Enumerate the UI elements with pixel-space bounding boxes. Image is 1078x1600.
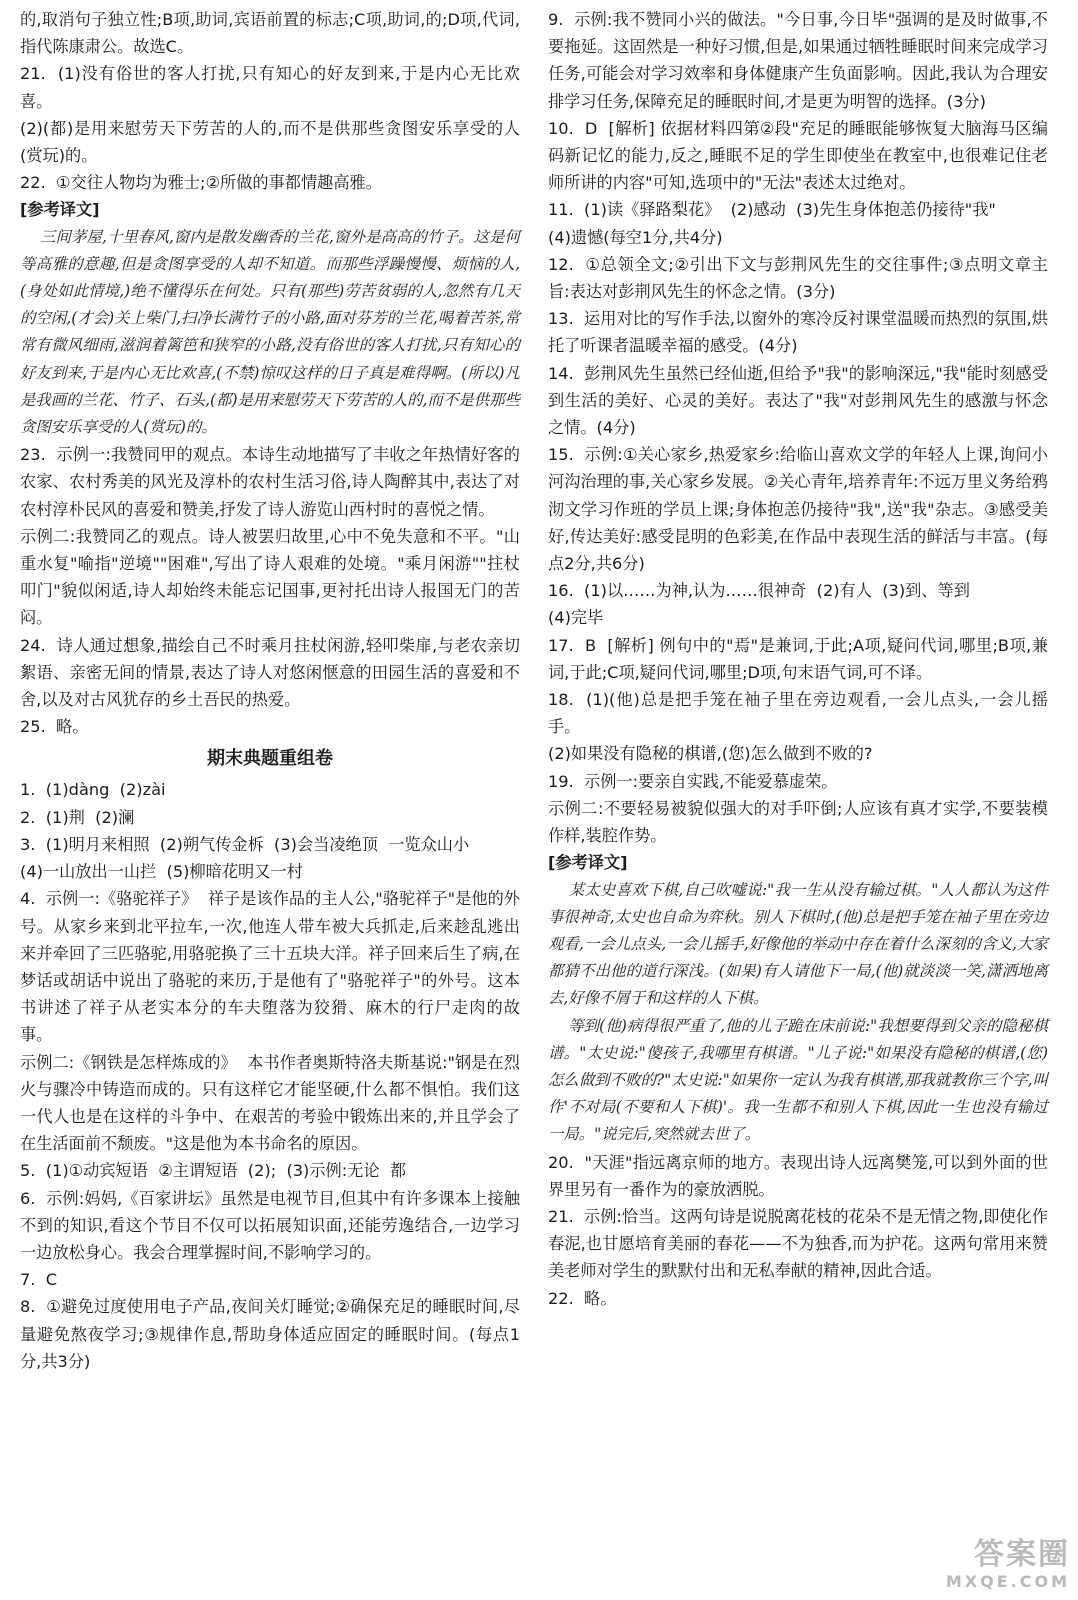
section-answer-5: 5. (1)①动宾短语 ②主谓短语 (2); (3)示例:无论 都 <box>20 1161 407 1181</box>
section-answer-4: 4. 示例一:《骆驼祥子》 祥子是该作品的主人公,"骆驼祥子"是他的外号。从家乡来到北平拉车,一次,他连人带车被大兵抓走,后来趁乱逃出来并牵回了三匹骆驼,用骆驼换了三十五块大洋。祥子回来后生了病,在梦话或胡话中说出了骆驼的来历,于是他有了"骆驼祥子"的外号。这本书讲述了祥子从老实本分的车夫堕落为狡猾、麻木的行尸走肉的故事。 示例二:《钢铁是怎样炼成的》 本书作者奥斯特洛夫斯基说:"钢是在烈火与骤冷中铸造而成的。只有这样它才能坚硬,什么都不惧怕。我们这一代人也是在这样的斗争中、在艰苦的考验中锻炼出来的,并且学会了在生活面前不颓废。"这是他为本书命名的原因。 <box>20 889 520 1154</box>
section-answer-18: 18. (1)(他)总是把手笼在袖子里在旁边观看,一会儿点头,一会儿摇手。 (2)如果没有隐秘的棋谱,(您)怎么做到不败的? <box>548 690 1048 764</box>
reference-translation-text-2a: 某太史喜欢下棋,自己吹嘘说:"我一生从没有输过棋。"人人都认为这件事很神奇,太史也自命为弈秋。别人下棋时,(他)总是把手笼在袖子里在旁边观看,一会儿点头,一会儿摇手,好像他的举动中存在着什么深刻的含义,大家都猜不出他的道行深浅。(如果)有人请他下一局,(他)就淡淡一笑,潇洒地离去,好像不屑于和这样的人下棋。 <box>548 880 1048 1008</box>
section-answer-20: 20. "天涯"指远离京师的地方。表现出诗人远离樊笼,可以到外面的世界里另有一番作为的豪放洒脱。 <box>548 1152 1048 1199</box>
section-title: 期末典题重组卷 <box>207 748 333 770</box>
section-answer-14: 14. 彭荆风先生虽然已经仙逝,但给予"我"的影响深远,"我"能时刻感受到生活的美好、心灵的美好。表达了"我"对彭荆风先生的感激与怀念之情。(4分) <box>548 363 1048 438</box>
site-watermark-logo <box>920 1538 1070 1596</box>
section-answer-6: 6. 示例:妈妈,《百家讲坛》虽然是电视节目,但其中有许多课本上接触不到的知识,看这个节目不仅可以拓展知识面,还能劳逸结合,一边学习一边放松身心。我会合理掌握时间,不影响学习的。 <box>20 1188 520 1262</box>
section-answer-17: 17. B [解析] 例句中的"焉"是兼词,于此;A项,疑问代词,哪里;B项,兼词,于此;C项,疑问代词,哪里;D项,句末语气词,可不译。 <box>548 635 1048 682</box>
section-answer-8: 8. ①避免过度使用电子产品,夜间关灯睡觉;②确保充足的睡眠时间,尽量避免熬夜学习;③规律作息,帮助身体适应固定的睡眠时间。(每点1分,共3分) <box>20 1297 520 1371</box>
reference-translation-text-2b: 等到(他)病得很严重了,他的儿子跪在床前说:"我想要得到父亲的隐秘棋谱。"太史说:"傻孩子,我哪里有棋谱。"儿子说:"如果没有隐秘的棋谱,(您)怎么做到不败的?"太史说:"如果你一定认为我有棋谱,那我就教你三个字,叫作'不对局(不要和人下棋)'。我一生都不和别人下棋,因此一生也没有输过一局。"说完后,突然就去世了。 <box>548 1016 1048 1144</box>
reference-translation-header: [参考译文] <box>20 200 100 220</box>
answer-25: 25. 略。 <box>20 717 89 737</box>
right-column <box>548 6 1048 1312</box>
answer-22: 22. ①交往人物均为雅士;②所做的事都情趣高雅。 <box>20 173 382 193</box>
section-answer-21: 21. 示例:恰当。这两句诗是说脱离花枝的花朵不是无情之物,即使化作春泥,也甘愿培育美丽的春花——不为独香,而为护花。这两句常用来赞美老师对学生的默默付出和无私奉献的精神,因此合适。 <box>548 1206 1048 1281</box>
section-answer-19: 19. 示例一:要亲自实践,不能爱慕虚荣。 示例二:不要轻易被貌似强大的对手吓倒;人应该有真才实学,不要装模作样,装腔作势。 <box>548 771 1048 846</box>
section-answer-15: 15. 示例:①关心家乡,热爱家乡:给临山喜欢文学的年轻人上课,询问小河沟治理的事,关心家乡发展。②关心青年,培养青年:不远万里义务给鸦沏文学习作班的学员上课;身体抱恙仍接待"我",送"我"杂志。③感受美好,传达美好:感受昆明的色彩美,在作品中表现生活的鲜活与丰富。(每点2分,共6分) <box>548 445 1048 574</box>
reference-translation-text: 三间茅屋,十里春风,窗内是散发幽香的兰花,窗外是高高的竹子。这是何等高雅的意趣,但是贪图享受的人却不知道。而那些浮躁慢慢、烦恼的人,(身处如此情境,)绝不懂得乐在何处。只有(那些)劳苦贫弱的人,忽然有几天的空闲,(才会)关上柴门,扫净长满竹子的小路,面对芬芳的兰花,喝着苦茶,常常有微风细雨,滋润着篱笆和狭窄的小路,没有俗世的客人打扰,只有知心的好友到来,于是内心无比欢喜,(不禁)惊叹这样的日子真是难得啊。(所以)凡是我画的兰花、竹子、石头,(都)是用来慰劳天下劳苦的人的,而不是供那些贪图安乐享受的人(赏玩)的。 <box>20 227 520 437</box>
section-answer-7: 7. C <box>20 1270 58 1290</box>
section-answer-2: 2. (1)荆 (2)澜 <box>20 807 135 827</box>
section-answer-3: 3. (1)明月来相照 (2)朔气传金柝 (3)会当凌绝顶 一览众山小 (4)一山放出一山拦 (5)柳暗花明又一村 <box>20 834 470 882</box>
section-answer-1: 1. (1)dàng (2)zài <box>20 780 166 800</box>
section-answer-22: 22. 略。 <box>548 1288 617 1308</box>
reference-translation-header-2: [参考译文] <box>548 853 628 873</box>
section-answer-12: 12. ①总领全文;②引出下文与彭荆风先生的交往事件;③点明文章主旨:表达对彭荆风先生的怀念之情。(3分) <box>548 254 1048 302</box>
section-answer-13: 13. 运用对比的写作手法,以窗外的寒冷反衬课堂温暖而热烈的氛围,烘托了听课者温暖幸福的感受。(4分) <box>548 309 1048 356</box>
answer-23: 23. 示例一:我赞同甲的观点。本诗生动地描写了丰收之年热情好客的农家、农村秀美的风光及淳朴的农村生活习俗,诗人陶醉其中,表达了对农村淳朴民风的喜爱和赞美,抒发了诗人游览山西村时的喜悦之情。 示例二:我赞同乙的观点。诗人被罢归故里,心中不免失意和不平。"山重水复"喻指"逆境""困难",写出了诗人艰难的处境。"乘月闲游""拄杖叩门"貌似闲适,诗人却始终未能忘记国事,更衬托出诗人报国无门的苦闷。 <box>20 445 520 628</box>
answer-24: 24. 诗人通过想象,描绘自己不时乘月拄杖闲游,轻叩柴扉,与老农亲切絮语、亲密无间的情景,表达了诗人对悠闲惬意的田园生活的喜爱和不舍,以及对古风犹存的乡土吾民的热爱。 <box>20 635 520 710</box>
section-answer-11: 11. (1)读《驿路梨花》 (2)感动 (3)先生身体抱恙仍接待"我" (4)遗憾(每空1分,共4分) <box>548 200 996 247</box>
answer-21: 21. (1)没有俗世的客人打扰,只有知心的好友到来,于是内心无比欢喜。 (2)(都)是用来慰劳天下劳苦的人的,而不是供那些贪图安乐享受的人(赏玩)的。 <box>20 64 520 166</box>
section-answer-16: 16. (1)以……为神,认为……很神奇 (2)有人 (3)到、等到 (4)完毕 <box>548 581 970 628</box>
answer-20-continuation: 的,取消句子独立性;B项,助词,宾语前置的标志;C项,助词,的;D项,代词,指代陈康肃公。故选C。 <box>20 10 520 57</box>
watermark-logo-text: 答案圈 <box>974 1537 1070 1572</box>
section-answer-10: 10. D [解析] 依据材料四第②段"充足的睡眠能够恢复大脑海马区编码新记忆的能力,反之,睡眠不足的学生即使坐在教室中,也很难记住老师所讲的内容"可知,选项中的"无法"表述太过绝对。 <box>548 118 1048 193</box>
watermark-url-text: MXQE.COM <box>945 1572 1070 1591</box>
section-answer-9: 9. 示例:我不赞同小兴的做法。"今日事,今日毕"强调的是及时做事,不要拖延。这固然是一种好习惯,但是,如果通过牺牲睡眠时间来完成学习任务,可能会对学习效率和身体健康产生负面影响。因此,我认为合理安排学习任务,保障充足的睡眠时间,才是更为明智的选择。(3分) <box>548 10 1048 111</box>
left-column <box>20 6 520 1375</box>
